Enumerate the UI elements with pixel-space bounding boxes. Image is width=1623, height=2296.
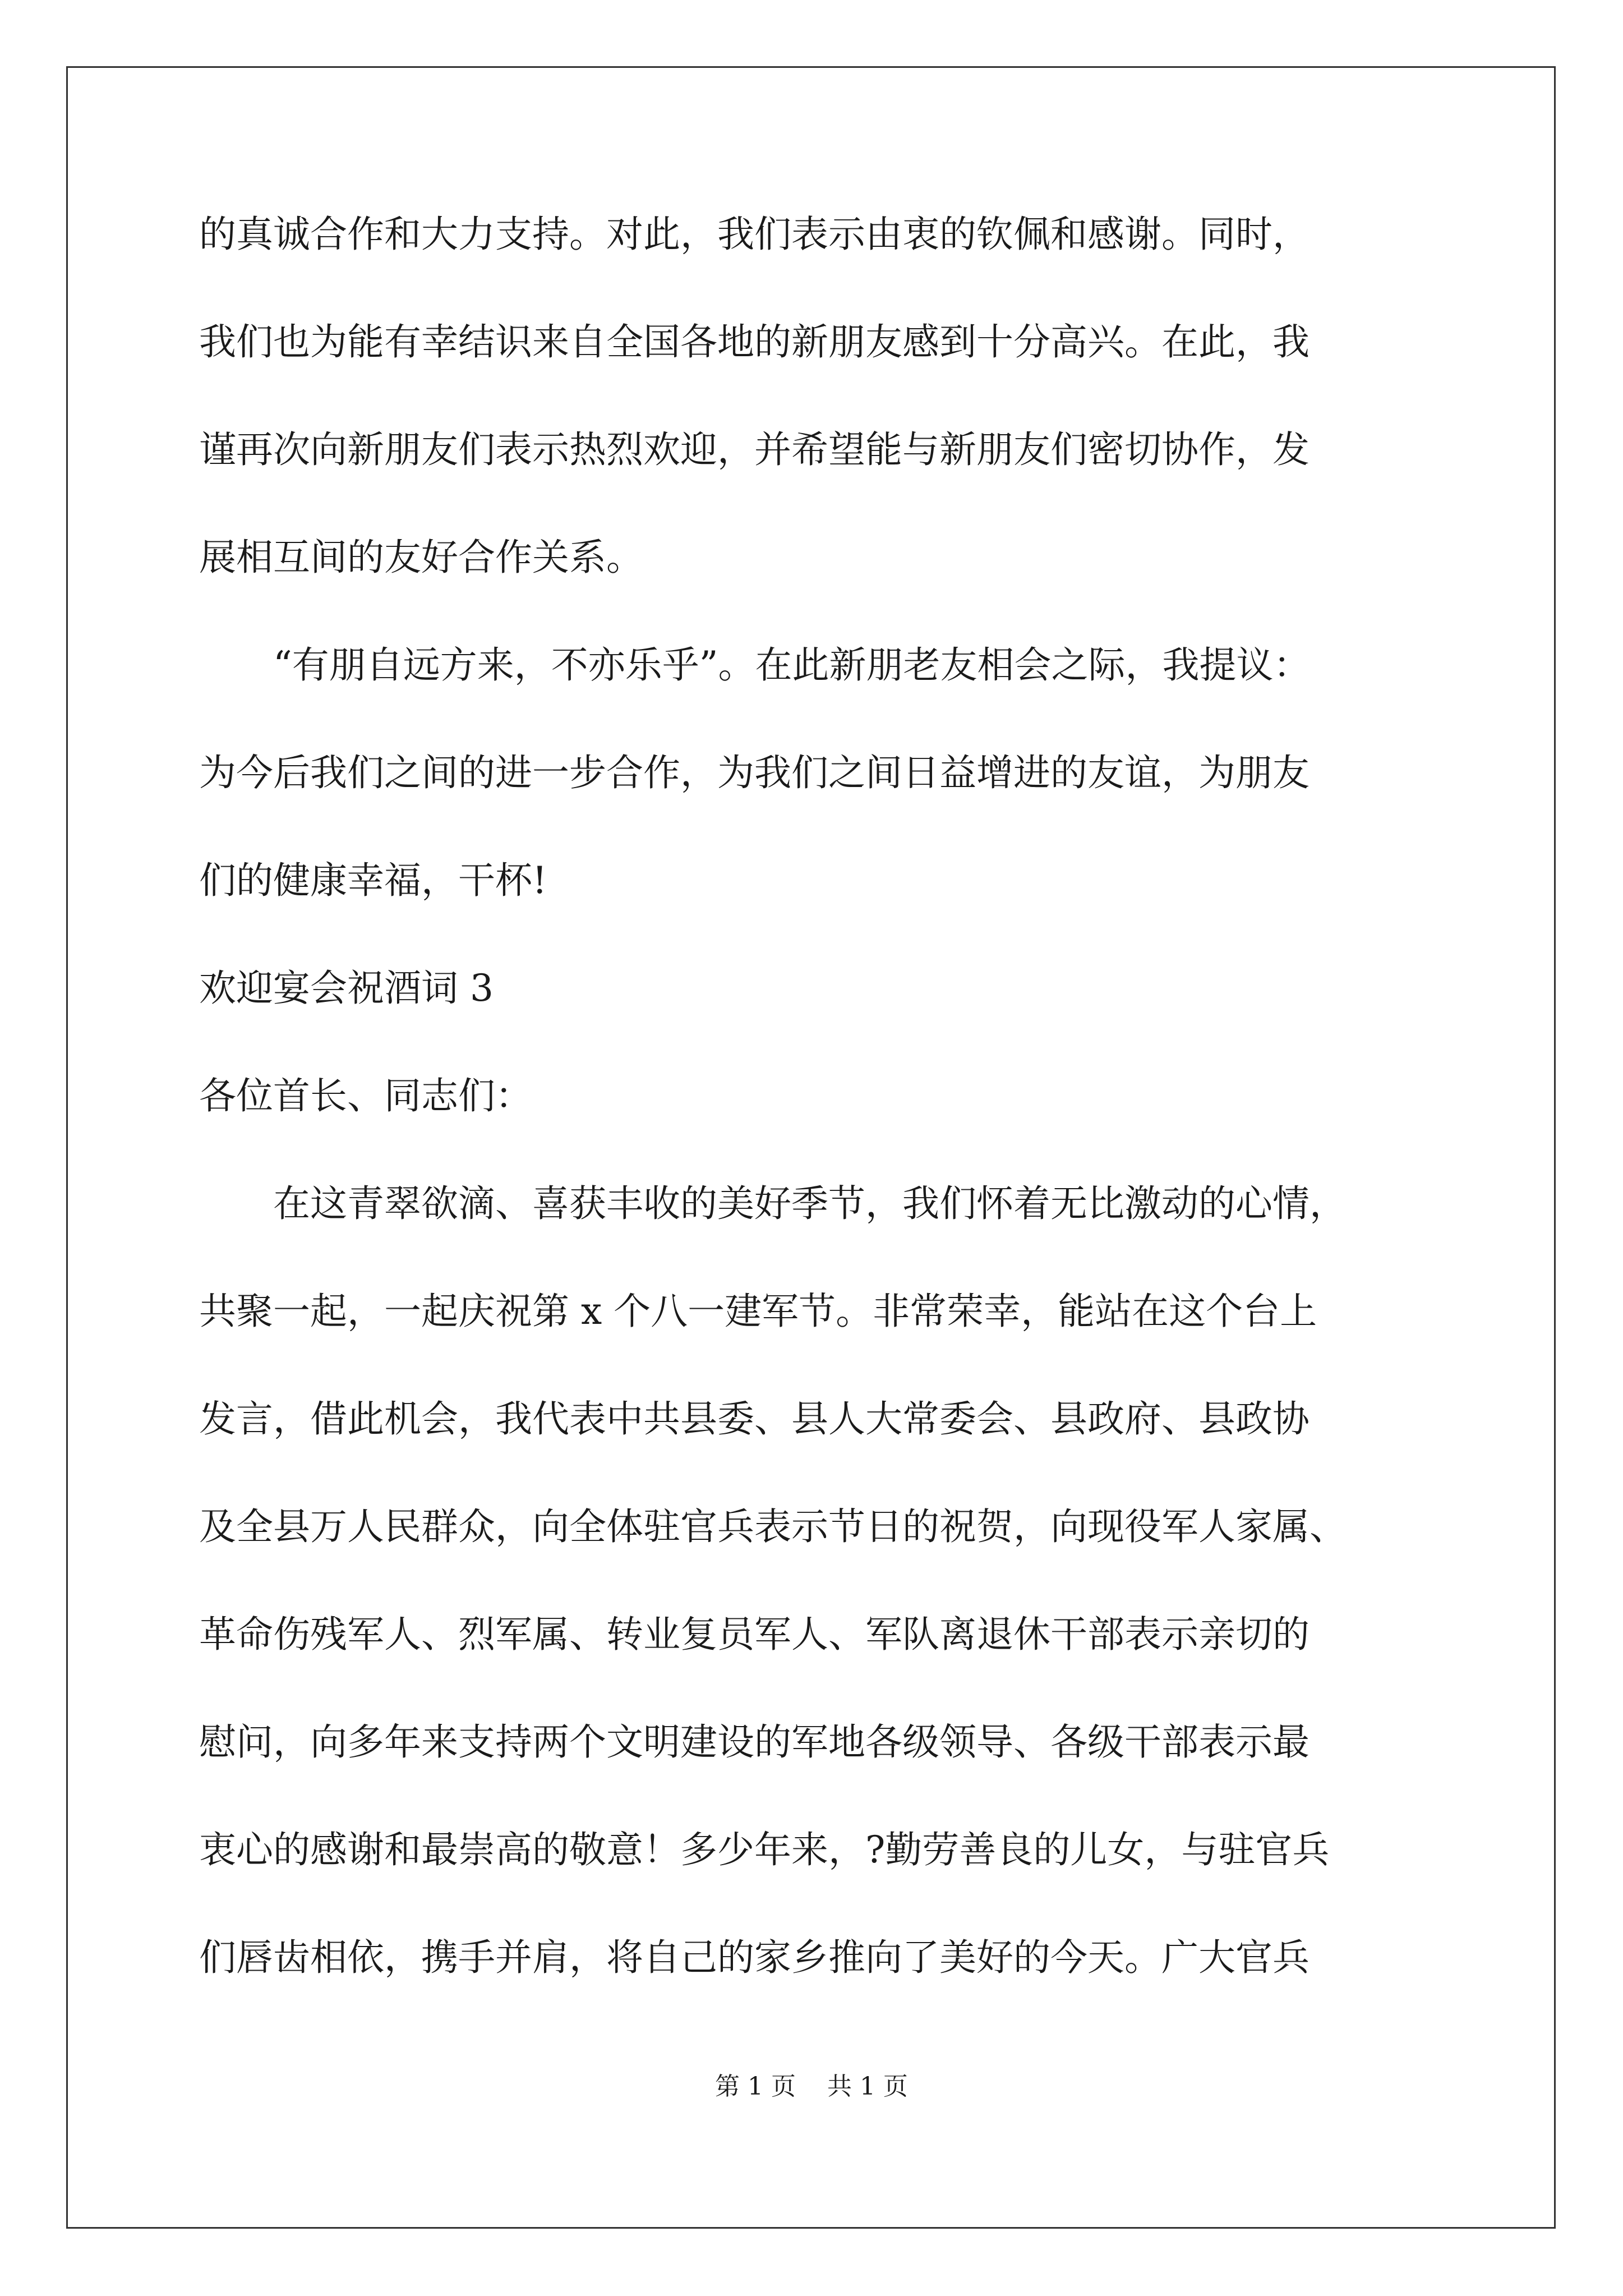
text-line-15: 慰问，向多年来支持两个文明建设的军地各级领导、各级干部表示最 bbox=[199, 1720, 1310, 1764]
document-body bbox=[199, 208, 1483, 2039]
section-heading: 欢迎宴会祝酒词 3 bbox=[199, 967, 494, 1010]
text-line-7: 们的健康幸福，干杯! bbox=[199, 859, 547, 902]
text-line-4: 展相互间的友好合作关系。 bbox=[199, 536, 643, 579]
text-line-13: 及全县万人民群众，向全体驻官兵表示节日的祝贺，向现役军人家属、 bbox=[199, 1505, 1347, 1548]
text-line-3: 谨再次向新朋友们表示热烈欢迎，并希望能与新朋友们密切协作，发 bbox=[199, 428, 1310, 471]
text-line-2: 我们也为能有幸结识来自全国各地的新朋友感到十分高兴。在此，我 bbox=[199, 320, 1310, 364]
text-line-12: 发言，借此机会，我代表中共县委、县人大常委会、县政府、县政协 bbox=[199, 1397, 1310, 1441]
text-line-16: 衷心的感谢和最崇高的敬意！多少年来，?勤劳善良的儿女，与驻官兵 bbox=[199, 1828, 1330, 1871]
text-line-10: 在这青翠欲滴、喜获丰收的美好季节，我们怀着无比激动的心情， bbox=[273, 1182, 1347, 1225]
salutation: 各位首长、同志们： bbox=[199, 1074, 532, 1117]
page-footer: 第 1 页 共 1 页 bbox=[715, 2072, 908, 2101]
text-line-14: 革命伤残军人、烈军属、转业复员军人、军队离退休干部表示亲切的 bbox=[199, 1613, 1310, 1656]
text-line-11: 共聚一起，一起庆祝第 x 个八一建军节。非常荣幸，能站在这个台上 bbox=[199, 1290, 1317, 1333]
text-line-5: “有朋自远方来，不亦乐乎”。在此新朋老友相会之际，我提议： bbox=[273, 643, 1311, 687]
text-line-1: 的真诚合作和大力支持。对此，我们表示由衷的钦佩和感谢。同时， bbox=[199, 213, 1310, 256]
text-line-6: 为今后我们之间的进一步合作，为我们之间日益增进的友谊，为朋友 bbox=[199, 751, 1310, 794]
text-line-17: 们唇齿相依，携手并肩，将自己的家乡推向了美好的今天。广大官兵 bbox=[199, 1936, 1310, 1979]
